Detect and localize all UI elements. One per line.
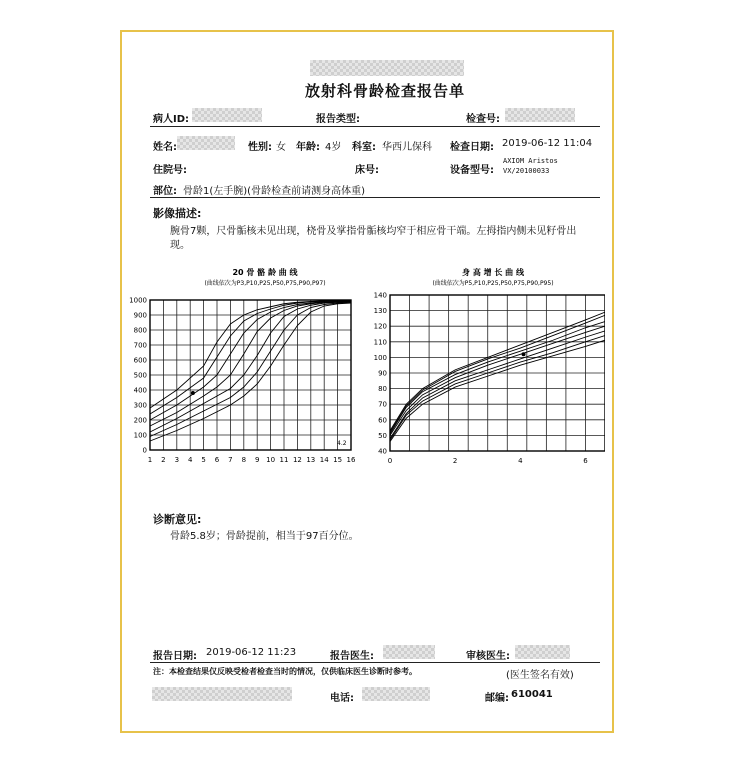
patient-marker	[522, 352, 526, 356]
report-title: 放射科骨龄检查报告单	[305, 82, 466, 100]
bone-age-chart-subtitle: (曲线依次为P3,P10,P25,P50,P75,P90,P97)	[204, 280, 326, 287]
series-line-p25	[390, 331, 605, 439]
redacted-exam-no	[505, 108, 575, 122]
divider	[150, 197, 600, 198]
redacted-name	[177, 136, 235, 150]
imaging-text-line1: 腕骨7颗，尺骨骺核未见出现，桡骨及掌指骨骺核均窄于相应骨干端。左拇指内侧未见籽骨出	[170, 226, 577, 237]
x-tick-label: 16	[346, 456, 356, 464]
report-doctor-label: 报告医生:	[330, 651, 374, 662]
y-tick-label: 700	[133, 341, 147, 350]
report-date-label: 报告日期:	[153, 651, 197, 662]
imaging-text-line2: 现。	[170, 240, 190, 251]
series-line-p75	[390, 322, 605, 434]
redacted-phone	[362, 687, 430, 701]
inpatient-label: 住院号:	[153, 165, 187, 176]
x-tick-label: 6	[583, 457, 588, 465]
redacted-reviewer	[515, 645, 570, 659]
diagnosis-heading: 诊断意见:	[153, 513, 202, 526]
x-tick-label: 11	[279, 456, 289, 464]
y-tick-label: 1000	[129, 296, 147, 305]
exam-no-label: 检查号:	[466, 114, 500, 125]
report-type-label: 报告类型:	[316, 114, 360, 125]
report-date-value: 2019-06-12 11:23	[206, 647, 297, 658]
bone-age-annotation: 4.2	[337, 440, 347, 447]
postcode-value: 610041	[511, 689, 553, 700]
y-tick-label: 800	[133, 326, 147, 335]
series-line-p25	[150, 302, 351, 433]
y-tick-label: 80	[378, 385, 387, 394]
x-tick-label: 15	[333, 456, 343, 464]
reviewer-label: 审核医生:	[466, 651, 510, 662]
x-tick-label: 4	[187, 456, 193, 464]
x-tick-label: 5	[201, 456, 206, 464]
part-label: 部位:	[153, 186, 177, 197]
x-tick-label: 2	[452, 457, 458, 465]
x-tick-label: 14	[319, 456, 329, 464]
diagnosis-text: 骨龄5.8岁；骨龄提前，相当于97百分位。	[170, 531, 359, 542]
x-tick-label: 6	[214, 456, 220, 464]
x-tick-label: 1	[147, 456, 153, 464]
series-line-p95	[390, 312, 605, 431]
name-label: 姓名:	[153, 142, 177, 153]
height-chart-subtitle: (曲线依次为P5,P10,P25,P50,P75,P90,P95)	[432, 280, 554, 287]
y-tick-label: 90	[378, 369, 387, 378]
y-tick-label: 40	[378, 447, 387, 456]
x-tick-label: 10	[266, 456, 276, 464]
dept-label: 科室:	[352, 142, 376, 153]
series-line-p75	[150, 301, 351, 420]
series-line-p10	[390, 336, 605, 441]
x-tick-label: 2	[161, 456, 166, 464]
dept-value: 华西儿保科	[382, 142, 432, 153]
sex-value: 女	[276, 142, 286, 153]
y-tick-label: 0	[142, 446, 147, 455]
signature-note: (医生签名有效)	[506, 670, 574, 681]
y-tick-label: 400	[133, 386, 147, 395]
exam-date-value: 2019-06-12 11:04	[502, 138, 593, 149]
part-value: 骨龄1(左手腕)(骨龄检查前请测身高体重)	[183, 186, 365, 197]
device-label: 设备型号:	[450, 165, 494, 176]
redacted-hospital-name	[310, 60, 464, 76]
device-model-line2: VX/20100033	[503, 167, 550, 175]
y-tick-label: 300	[133, 401, 147, 410]
x-tick-label: 7	[228, 456, 233, 464]
redacted-hospital-address	[152, 687, 292, 701]
x-tick-label: 0	[387, 457, 393, 465]
x-tick-label: 8	[241, 456, 247, 464]
height-growth-chart	[374, 292, 605, 466]
age-label: 年龄:	[296, 142, 320, 153]
x-tick-label: 13	[306, 456, 316, 464]
postcode-label: 邮编:	[485, 693, 509, 704]
series-line-p90	[150, 301, 351, 414]
series-line-p50	[390, 326, 605, 435]
x-tick-label: 9	[254, 456, 260, 464]
series-line-p97	[150, 300, 351, 408]
disclaimer-note: 注：本检查结果仅反映受检者检查当时的情况，仅供临床医生诊断时参考。	[153, 667, 417, 676]
sex-label: 性别:	[248, 142, 272, 153]
series-line-p50	[150, 302, 351, 427]
y-tick-label: 600	[133, 356, 147, 365]
device-model-line1: AXIOM Aristos	[503, 157, 558, 165]
y-tick-label: 100	[373, 353, 387, 362]
age-value: 4岁	[325, 142, 342, 153]
y-tick-label: 100	[133, 431, 147, 440]
y-tick-label: 140	[373, 291, 387, 300]
divider	[150, 126, 600, 127]
phone-label: 电话:	[330, 693, 354, 704]
y-tick-label: 900	[133, 311, 147, 320]
bone-age-chart	[129, 297, 356, 465]
divider	[150, 662, 600, 663]
growth-charts	[125, 265, 605, 475]
y-tick-label: 200	[133, 416, 147, 425]
y-tick-label: 60	[378, 416, 387, 425]
y-tick-label: 70	[378, 400, 387, 409]
x-tick-label: 4	[518, 457, 523, 465]
patient-marker	[191, 391, 195, 395]
bed-label: 床号:	[355, 165, 379, 176]
y-tick-label: 110	[373, 338, 387, 347]
exam-date-label: 检查日期:	[450, 142, 494, 153]
x-tick-label: 12	[292, 456, 302, 464]
height-chart-title: 身 高 增 长 曲 线	[462, 268, 524, 277]
imaging-heading: 影像描述:	[153, 207, 202, 220]
y-tick-label: 120	[373, 322, 387, 331]
redacted-report-doctor	[383, 645, 435, 659]
y-tick-label: 500	[133, 371, 147, 380]
y-tick-label: 130	[373, 307, 387, 316]
redacted-patient-id	[192, 108, 262, 122]
y-tick-label: 50	[378, 431, 387, 440]
bone-age-chart-title: 20 骨 骼 龄 曲 线	[232, 268, 298, 277]
patient-id-label: 病人ID:	[153, 114, 190, 125]
x-tick-label: 3	[174, 456, 180, 464]
